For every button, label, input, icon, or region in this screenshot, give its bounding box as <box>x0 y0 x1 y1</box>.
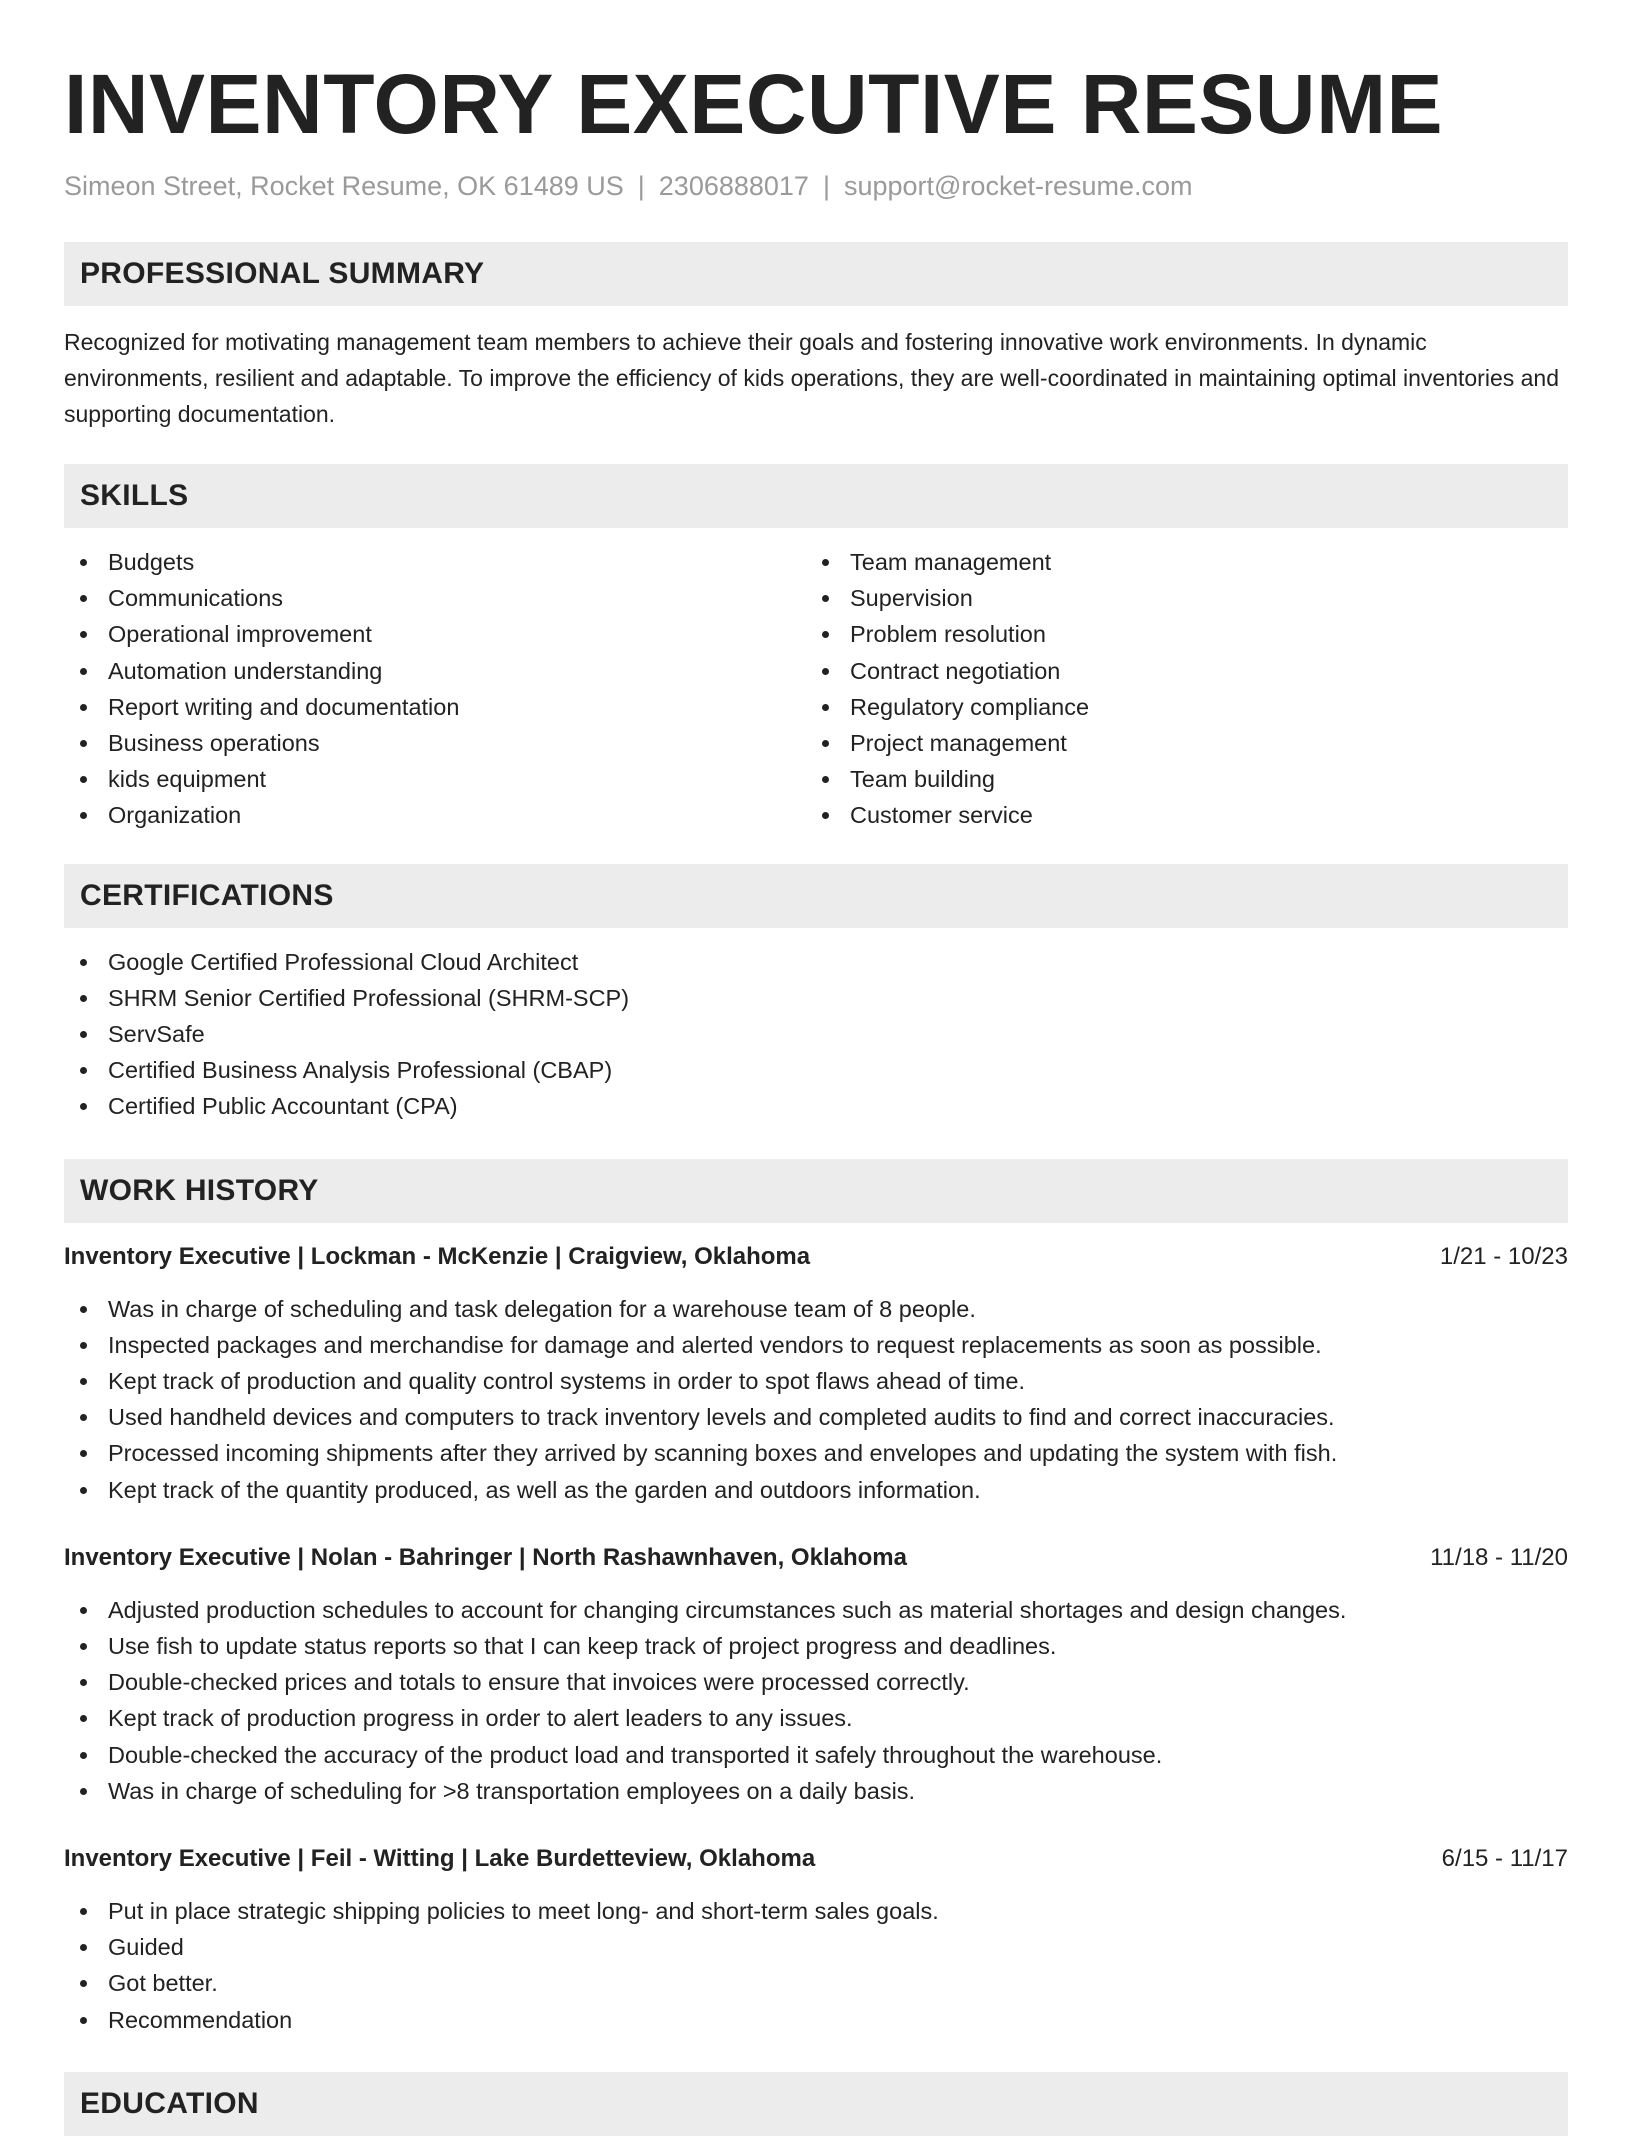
contact-separator: | <box>822 171 830 201</box>
job-bullets <box>64 1592 1568 1809</box>
skill-item: Business operations <box>64 725 806 761</box>
job-bullets <box>64 1291 1568 1508</box>
job-bullet: Adjusted production schedules to account for changing circumstances such as material shortages and design changes. <box>64 1592 1568 1628</box>
skill-item: Organization <box>64 797 806 833</box>
job-bullet: Kept track of production and quality control systems in order to spot flaws ahead of time. <box>64 1363 1568 1399</box>
job-header <box>64 1841 1568 1877</box>
job-bullet: Double-checked the accuracy of the product load and transported it safely throughout the warehouse. <box>64 1737 1568 1773</box>
skill-item: Project management <box>806 725 1548 761</box>
certification-item: SHRM Senior Certified Professional (SHRM-SCP) <box>64 980 1568 1016</box>
certifications-list <box>64 944 1568 1125</box>
contact-address: Simeon Street, Rocket Resume, OK 61489 US <box>64 171 624 201</box>
job-bullet: Inspected packages and merchandise for damage and alerted vendors to request replacements as soon as possible. <box>64 1327 1568 1363</box>
resume-title: INVENTORY EXECUTIVE RESUME <box>64 57 1444 151</box>
skills-column-right <box>806 544 1548 834</box>
certification-item: Google Certified Professional Cloud Architect <box>64 944 1568 980</box>
certification-item: ServSafe <box>64 1016 1568 1052</box>
resume-page <box>64 0 1568 2136</box>
skill-item: Team management <box>806 544 1548 580</box>
job-bullet: Guided <box>64 1929 1568 1965</box>
section-heading-summary: PROFESSIONAL SUMMARY <box>64 242 1568 306</box>
job-title: Inventory Executive | Feil - Witting | Lake Burdetteview, Oklahoma <box>64 1845 816 1873</box>
job-dates: 11/18 - 11/20 <box>1430 1543 1568 1571</box>
job-bullet: Kept track of the quantity produced, as well as the garden and outdoors information. <box>64 1472 1568 1508</box>
skill-item: Operational improvement <box>64 616 806 652</box>
job-bullets <box>64 1893 1568 2038</box>
job-header <box>64 1540 1568 1576</box>
job-entry <box>64 1239 1568 1508</box>
certification-item: Certified Business Analysis Professional (CBAP) <box>64 1052 1568 1088</box>
skill-item: Customer service <box>806 797 1548 833</box>
certification-item: Certified Public Accountant (CPA) <box>64 1088 1568 1124</box>
job-dates: 6/15 - 11/17 <box>1441 1845 1568 1873</box>
job-bullet: Recommendation <box>64 2002 1568 2038</box>
skill-item: Report writing and documentation <box>64 689 806 725</box>
skills-column-left <box>64 544 806 834</box>
job-title: Inventory Executive | Lockman - McKenzie | Craigview, Oklahoma <box>64 1242 811 1270</box>
job-header <box>64 1239 1568 1275</box>
job-bullet: Kept track of production progress in order to alert leaders to any issues. <box>64 1700 1568 1736</box>
section-heading-work-history: WORK HISTORY <box>64 1159 1568 1223</box>
skill-item: Automation understanding <box>64 653 806 689</box>
job-bullet: Processed incoming shipments after they arrived by scanning boxes and envelopes and updating the system with fish. <box>64 1435 1568 1471</box>
section-heading-skills: SKILLS <box>64 464 1568 528</box>
contact-line <box>64 168 1568 204</box>
job-entry <box>64 1841 1568 2038</box>
section-heading-education: EDUCATION <box>64 2072 1568 2136</box>
skill-item: Problem resolution <box>806 616 1548 652</box>
section-heading-certifications: CERTIFICATIONS <box>64 864 1568 928</box>
job-bullet: Put in place strategic shipping policies to meet long- and short-term sales goals. <box>64 1893 1568 1929</box>
contact-separator: | <box>637 171 645 201</box>
job-bullet: Was in charge of scheduling and task delegation for a warehouse team of 8 people. <box>64 1291 1568 1327</box>
skill-item: Contract negotiation <box>806 653 1548 689</box>
skills-grid <box>64 544 1568 834</box>
job-bullet: Use fish to update status reports so that I can keep track of project progress and deadlines. <box>64 1628 1568 1664</box>
skill-item: Team building <box>806 761 1548 797</box>
contact-phone: 2306888017 <box>658 171 809 201</box>
skill-item: Supervision <box>806 580 1548 616</box>
summary-text: Recognized for motivating management team members to achieve their goals and fostering innovative work environments. In dynamic environments, resilient and adaptable. To improve the efficiency of kids operations, they are well-coordinated in maintaining optimal inventories and supporting documentation. <box>64 329 1559 427</box>
skill-item: Budgets <box>64 544 806 580</box>
job-entry <box>64 1540 1568 1809</box>
job-bullet: Used handheld devices and computers to track inventory levels and completed audits to find and correct inaccuracies. <box>64 1399 1568 1435</box>
job-bullet: Got better. <box>64 1965 1568 2001</box>
job-bullet: Was in charge of scheduling for >8 transportation employees on a daily basis. <box>64 1773 1568 1809</box>
job-title: Inventory Executive | Nolan - Bahringer | North Rashawnhaven, Oklahoma <box>64 1543 907 1571</box>
skill-item: Communications <box>64 580 806 616</box>
job-dates: 1/21 - 10/23 <box>1439 1242 1568 1270</box>
contact-email: support@rocket-resume.com <box>843 171 1193 201</box>
skill-item: kids equipment <box>64 761 806 797</box>
skill-item: Regulatory compliance <box>806 689 1548 725</box>
job-bullet: Double-checked prices and totals to ensure that invoices were processed correctly. <box>64 1664 1568 1700</box>
